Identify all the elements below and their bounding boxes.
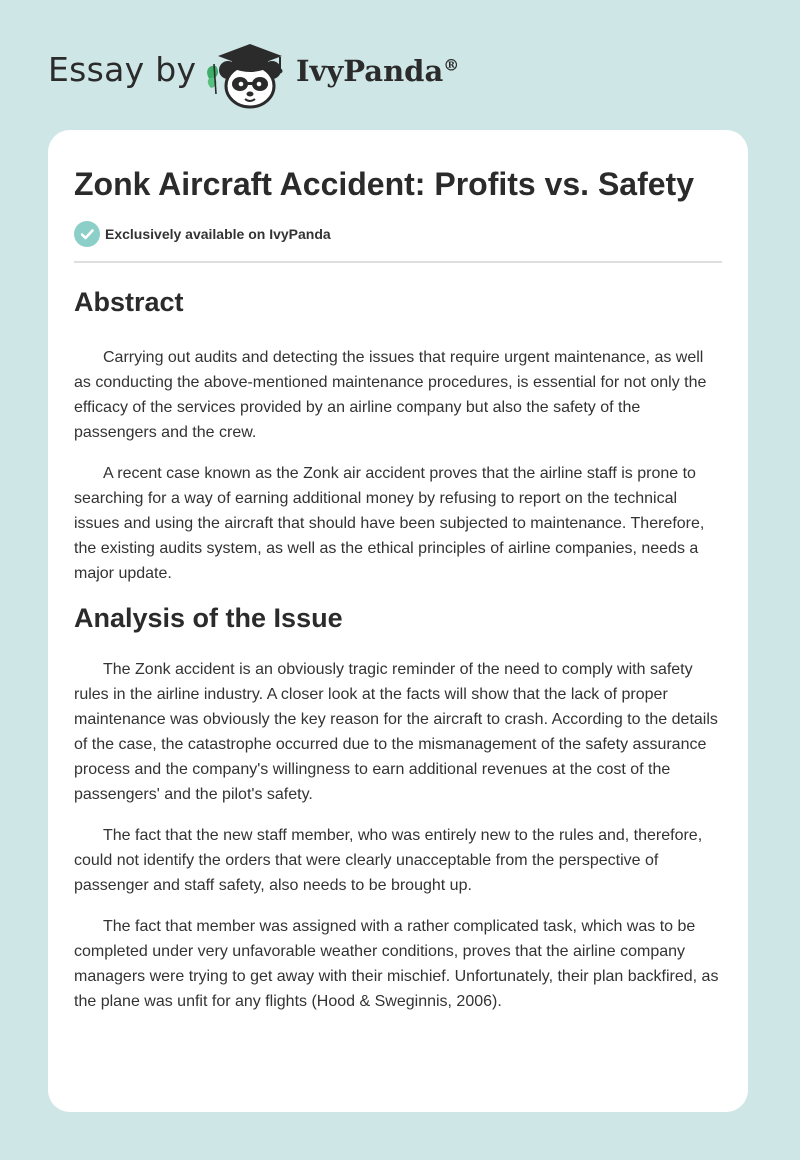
check-circle-icon bbox=[74, 221, 100, 247]
paragraph: The fact that the new staff member, who was entirely new to the rules and, therefore, could not identify the orders that were clearly unacceptable from the perspective of passenger and staff safety, also needs to be brought up. bbox=[74, 827, 703, 894]
brand-label: IvyPanda bbox=[296, 54, 444, 88]
article-card bbox=[48, 130, 748, 1112]
registered-mark: ® bbox=[443, 55, 460, 75]
page-title: Zonk Aircraft Accident: Profits vs. Safety bbox=[74, 166, 694, 202]
paragraph: A recent case known as the Zonk air accident proves that the airline staff is prone to searching for a way of earning additional money by refusing to report on the technical issues and using the aircraft that should have been subjected to maintenance. Therefore, the existing audits system, as well as the ethical principles of airline companies, needs a major update. bbox=[74, 465, 705, 582]
exclusive-label: Exclusively available on IvyPanda bbox=[105, 226, 331, 242]
section-heading-analysis: Analysis of the Issue bbox=[74, 603, 343, 633]
divider bbox=[74, 261, 722, 263]
paragraph: The Zonk accident is an obviously tragic reminder of the need to comply with safety rules in the airline industry. A closer look at the facts will show that the lack of proper maintenance was obviously the key reason for the aircraft to crash. According to the details of the case, the catastrophe occurred due to the mismanagement of the safety assurance process and the company's willingness to earn additional revenues at the cost of the passengers' and the pilot's safety. bbox=[74, 661, 718, 803]
paragraph: The fact that member was assigned with a rather complicated task, which was to be completed under very unfavorable weather conditions, proves that the airline company managers were trying to get away with their mischief. Unfortunately, their plan backfired, as the plane was unfit for any flights (Hood & Sweginnis, 2006). bbox=[74, 918, 719, 1010]
essay-by-label: Essay by bbox=[48, 50, 197, 89]
site-header bbox=[48, 30, 548, 110]
section-heading-abstract: Abstract bbox=[74, 287, 184, 317]
panda-graduate-icon[interactable] bbox=[202, 36, 292, 110]
brand-name[interactable] bbox=[296, 54, 459, 88]
paragraph: Carrying out audits and detecting the issues that require urgent maintenance, as well as conducting the above-mentioned maintenance procedures, is essential for not only the efficacy of the services provided by an airline company but also the safety of the passengers and the crew. bbox=[74, 349, 707, 441]
article-body bbox=[74, 280, 724, 1014]
